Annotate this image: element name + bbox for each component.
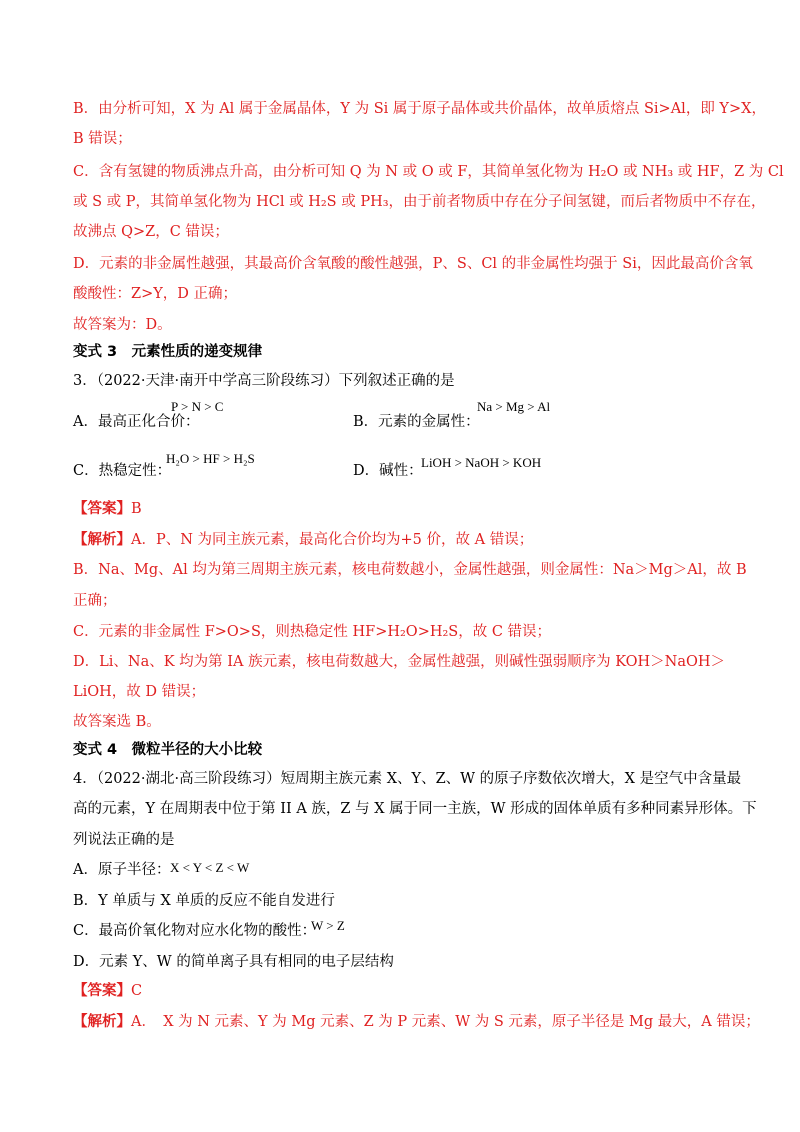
- question-text: 3．（2022·天津·南开中学高三阶段练习）下列叙述正确的是: [73, 373, 455, 389]
- analysis-line: LiOH，故 D 错误；: [73, 684, 206, 700]
- option-a-label: A．最高正化合价：: [73, 414, 200, 430]
- option-d-label: D．碱性：: [353, 463, 423, 479]
- option-c-label: C．热稳定性：: [73, 463, 172, 479]
- analysis-line: 故答案为：D。: [73, 317, 172, 333]
- analysis-line: 或 S 或 P，其简单氢化物为 HCl 或 H₂S 或 PH₃，由于前者物质中存在分子间氢键，而后者物质中不存在，: [73, 194, 766, 210]
- option-b-label: B．元素的金属性：: [353, 414, 480, 430]
- answer-value: C: [131, 983, 143, 999]
- analysis-line: 正确；: [73, 593, 117, 609]
- question-text: 高的元素，Y 在周期表中位于第 II A 族，Z 与 X 属于同一主族，W 形成的固体单质有多种同素异形体。下: [73, 801, 757, 817]
- analysis-line: C．元素的非金属性 F>O>S，则热稳定性 HF>H₂O>H₂S，故 C 错误；: [73, 624, 552, 640]
- option-a-label: A．原子半径：: [73, 862, 171, 878]
- analysis-line: B．Na、Mg、Al 均为第三周期主族元素，核电荷数越小，金属性越强，则金属性：Na＞Mg＞Al，故 B: [73, 562, 747, 578]
- option-d: D．元素 Y、W 的简单离子具有相同的电子层结构: [73, 954, 394, 970]
- analysis-line: C．含有氢键的物质沸点升高，由分析可知 Q 为 N 或 O 或 F，其简单氢化物为 H₂O 或 NH₃ 或 HF，Z 为 Cl: [73, 164, 784, 180]
- question-text: 列说法正确的是: [73, 832, 175, 848]
- answer-tag: 【答案】: [73, 500, 131, 517]
- analysis-tag: 【解析】: [73, 1013, 131, 1030]
- analysis-line: D．元素的非金属性越强，其最高价含氧酸的酸性越强，P、S、Cl 的非金属性均强于 Si，因此最高价含氧: [73, 256, 753, 272]
- answer-line: [73, 982, 740, 1000]
- option-a-formula: P > N > C: [171, 399, 224, 414]
- option-d-formula: LiOH > NaOH > KOH: [421, 455, 542, 470]
- analysis-line: 故沸点 Q>Z，C 错误；: [73, 224, 229, 240]
- option-b-formula: Na > Mg > Al: [477, 399, 551, 414]
- analysis-line: 酸酸性：Z>Y，D 正确；: [73, 286, 238, 302]
- analysis-line: B．由分析可知，X 为 Al 属于金属晶体，Y 为 Si 属于原子晶体或共价晶体，故单质熔点 Si>Al，即 Y>X，: [73, 101, 766, 117]
- section-heading: 变式 3 元素性质的递变规律: [73, 344, 263, 360]
- analysis-tag: 【解析】: [73, 531, 131, 548]
- analysis-text: A． X 为 N 元素、Y 为 Mg 元素、Z 为 P 元素、W 为 S 元素，原子半径是 Mg 最大，A 错误；: [131, 1014, 760, 1030]
- analysis-line: 故答案选 B。: [73, 714, 161, 730]
- analysis-line: [73, 531, 740, 549]
- analysis-line: [73, 1013, 760, 1031]
- option-c-formula: H₂O > HF > H₂S: [166, 451, 255, 466]
- analysis-line: D．Li、Na、K 均为第 IA 族元素，核电荷数越大，金属性越强，则碱性强弱顺序为 KOH＞NaOH＞: [73, 654, 726, 670]
- section-heading: 变式 4 微粒半径的大小比较: [73, 742, 263, 758]
- question-text: 4．（2022·湖北·高三阶段练习）短周期主族元素 X、Y、Z、W 的原子序数依次增大，X 是空气中含量最: [73, 771, 742, 787]
- option-a-formula: X < Y < Z < W: [170, 860, 250, 875]
- option-c-formula: W > Z: [311, 918, 345, 933]
- option-c-label: C．最高价氧化物对应水化物的酸性：: [73, 923, 317, 939]
- answer-value: B: [131, 501, 142, 517]
- answer-tag: 【答案】: [73, 982, 131, 999]
- answer-line: [73, 500, 740, 518]
- analysis-line: B 错误；: [73, 131, 132, 147]
- option-b: B．Y 单质与 X 单质的反应不能自发进行: [73, 893, 335, 909]
- analysis-text: A．P、N 为同主族元素，最高化合价均为+5 价，故 A 错误；: [131, 532, 534, 548]
